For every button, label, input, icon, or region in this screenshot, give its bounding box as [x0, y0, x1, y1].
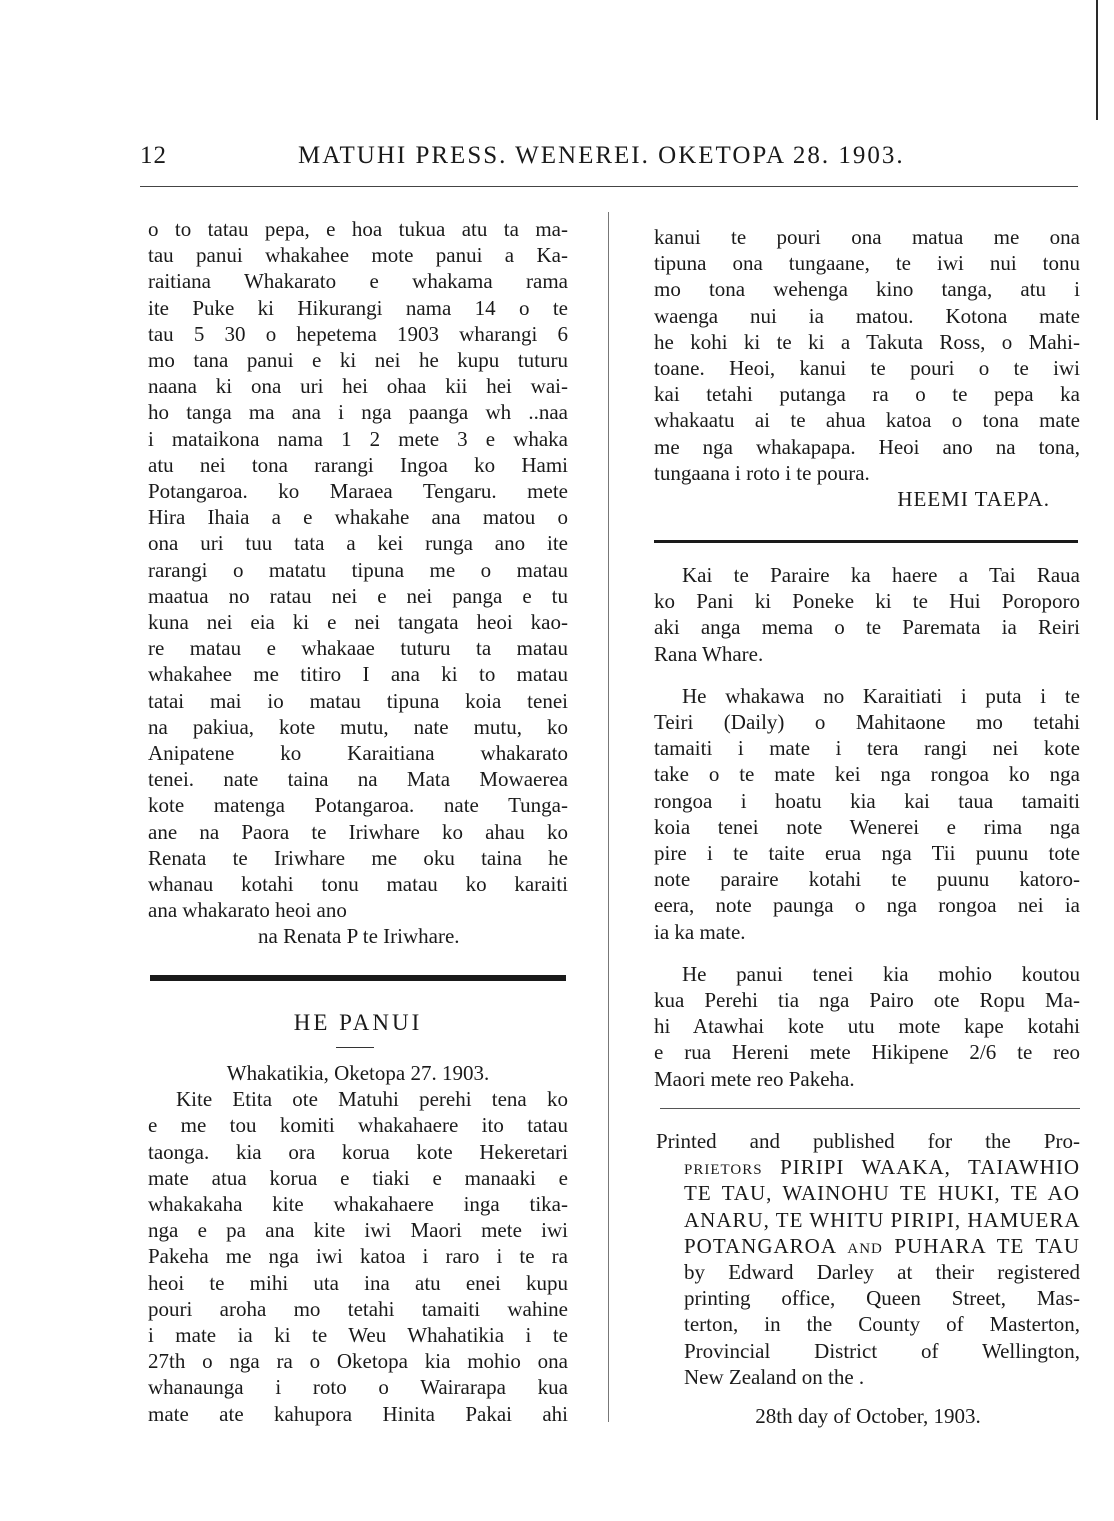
text-line: aki anga mema o te Paremata ia Reiri	[654, 615, 1080, 640]
page-header	[140, 142, 1080, 182]
text-line: rongoa i hoatu kia kai taua tamaiti	[654, 788, 1080, 813]
text-line: Maori mete reo Pakeha.	[654, 1066, 855, 1091]
printer-imprint	[656, 1128, 1080, 1390]
text-line: tau panui whakahee mote panui a Ka-	[148, 243, 568, 268]
text-line: heoi te mihi uta ina atu enei kupu	[148, 1270, 568, 1295]
text-line: whakakaha kite whakahaere inga tika-	[148, 1192, 568, 1217]
text-line: TE TAU, WAINOHU TE HUKI, TE AO	[684, 1181, 1080, 1206]
letter-signature: na Renata P te Iriwhare.	[258, 924, 460, 949]
text-line: pire i te taite erua nga Tii puunu tote	[654, 841, 1080, 866]
text-line: ANARU, TE WHITU PIRIPI, HAMUERA	[684, 1207, 1081, 1232]
section-rule	[654, 540, 1078, 543]
text-line: ona uri tuu tata a kei runga ano ite	[148, 531, 568, 556]
text-line: mo tona wehenga kino tanga, atu i	[654, 277, 1080, 302]
text-line: Renata te Iriwhare me oku taina he	[148, 845, 568, 870]
text-line: kuna nei eia ki e nei tangata heoi kao-	[148, 610, 568, 635]
text-line: raitiana Whakarato e whakama rama	[148, 269, 568, 294]
text-line: whakaatu ai te ahua katoa o tona mate	[654, 408, 1080, 433]
text-line: koia tenei note Wenerei e rima nga	[654, 814, 1080, 839]
notice-paraire	[654, 562, 1080, 667]
text-line: e me tou komiti whakahaere ito tatau	[148, 1113, 568, 1138]
text-line: kai tetahi putanga ra o te pepa ka	[654, 382, 1080, 407]
panui-dateline: Whakatikia, Oketopa 27. 1903.	[226, 1061, 490, 1085]
text-line: atu nei tona rarangi Ingoa ko Hami	[148, 452, 568, 477]
text-line: 27th o nga ra o Oketopa kia mohio ona	[148, 1349, 568, 1374]
text-line: by Edward Darley at their registered	[684, 1260, 1080, 1285]
text-line: i mate ia ki te Weu Whahatikia i te	[148, 1323, 568, 1348]
text-line: e rua Hereni mete Hikipene 2/6 te reo	[654, 1040, 1080, 1065]
text-line: o to tatau pepa, e hoa tukua atu ta ma-	[148, 217, 568, 241]
text-line: me nga whakapapa. Heoi ano na tona,	[654, 434, 1080, 459]
text-line: maatua no ratau nei e nei panga e tu	[148, 583, 568, 608]
text-line: Anipatene ko Karaitiana whakarato	[148, 741, 568, 766]
text-line: pouri aroha mo tetahi tamaiti wahine	[148, 1296, 568, 1321]
text-line: mo tana panui e ki nei he kupu tuturu	[148, 348, 568, 373]
column-divider	[608, 212, 609, 1422]
heading-short-rule	[336, 1047, 374, 1048]
text-line: kua Perehi tia nga Pairo ote Ropu Ma-	[654, 988, 1080, 1013]
text-line: whakahee me titiro I ana ki to matau	[148, 662, 568, 687]
masthead-title: MATUHI PRESS. WENEREI. OKETOPA 28. 1903.	[298, 142, 905, 169]
panui-article	[148, 1060, 568, 1427]
text-line: waenga nui ia matou. Kotona mate	[654, 303, 1080, 328]
notices	[654, 562, 1080, 1108]
letter-body	[148, 216, 568, 950]
text-line: mate ate kahupora Hinita Pakai ahi	[148, 1401, 568, 1426]
text-line: New Zealand on the .	[684, 1364, 865, 1389]
text-line: whanaunga i roto o Wairarapa kua	[148, 1375, 568, 1400]
text-line: Hira Ihaia a e whakahe ana matou o	[148, 505, 568, 530]
text-line: tamaiti i mate i tera rangi nei kote	[654, 736, 1080, 761]
text-line: tipuna ona tungaane, te iwi nui tonu	[654, 251, 1080, 276]
text-line: tenei. nate taina na Mata Mowaerea	[148, 767, 568, 792]
text-line: ana whakarato heoi ano	[148, 898, 347, 923]
notice-pairo	[654, 961, 1080, 1092]
page-edge-rule	[1096, 0, 1098, 120]
text-line: re matau e whakaae tuturu ta matau	[148, 636, 568, 661]
text-line: naana ki ona uri hei ohaa kii hei wai-	[148, 374, 568, 399]
text-line: na pakiua, kote mutu, nate mutu, ko	[148, 714, 568, 739]
header-rule	[140, 186, 1078, 187]
text-line: tungaana i roto i te poura.	[654, 460, 870, 485]
text-line: POTANGAROA and PUHARA TE TAU	[684, 1233, 1080, 1258]
imprint-rule	[660, 1108, 1080, 1109]
section-rule	[150, 975, 566, 981]
text-line: eera, note paunga o nga rongoa nei ia	[654, 893, 1080, 918]
text-line: i mataikona nama 1 2 mete 3 e whaka	[148, 426, 568, 451]
text-line: tatai mai io matau tipuna koia tenei	[148, 688, 568, 713]
text-line: Printed and published for the Pro-	[656, 1129, 1080, 1153]
text-line: Kai te Paraire ka haere a Tai Raua	[682, 563, 1080, 587]
text-line: he kohi ki te ki a Takuta Ross, o Mahi-	[654, 329, 1080, 354]
text-line: Kite Etita ote Matuhi perehi tena ko	[176, 1087, 568, 1112]
text-line: ane na Paora te Iriwhare ko ahau ko	[148, 819, 568, 844]
text-line: Potangaroa. ko Maraea Tengaru. mete	[148, 479, 568, 504]
text-line: ite Puke ki Hikurangi nama 14 o te	[148, 295, 568, 320]
text-line: ho tanga ma ana i nga paanga wh ..naa	[148, 400, 568, 425]
text-line: He panui tenei kia mohio koutou	[682, 961, 1080, 986]
text-line: nga e pa ana kite iwi Maori mete iwi	[148, 1218, 568, 1243]
continued-article	[654, 224, 1080, 512]
panui-heading: HE PANUI	[293, 1010, 423, 1035]
text-line: He whakawa no Karaitiati i puta i te	[682, 683, 1080, 708]
text-line: toane. Heoi, kanui te pouri o te iwi	[654, 356, 1080, 381]
letter-article	[148, 216, 568, 950]
text-line: take o te mate kei nga rongoa ko nga	[654, 762, 1080, 787]
text-line: whanau kotahi tonu matau ko karaiti	[148, 872, 568, 897]
text-line: ia ka mate.	[654, 919, 746, 944]
text-line: Teiri (Daily) o Mahitaone mo tetahi	[654, 710, 1080, 735]
imprint-date: 28th day of October, 1903.	[755, 1404, 981, 1428]
text-line: printing office, Queen Street, Mas-	[684, 1286, 1080, 1311]
text-line: kote matenga Potangaroa. nate Tunga-	[148, 793, 568, 818]
page-number: 12	[140, 142, 167, 169]
text-line: hi Atawhai kote utu mote kape kotahi	[654, 1014, 1080, 1039]
text-line: taonga. kia ora korua kote Hekeretari	[148, 1139, 568, 1164]
notice-whakawa	[654, 683, 1080, 945]
text-line: Pakeha me nga iwi katoa i raro i te ra	[148, 1244, 568, 1269]
article-signature: HEEMI TAEPA.	[897, 487, 1050, 512]
right-column	[654, 224, 1080, 528]
text-line: prietors PIRIPI WAAKA, TAIAWHIO	[684, 1155, 1080, 1180]
text-line: kanui te pouri ona matua me ona	[654, 225, 1080, 249]
text-line: Provincial District of Wellington,	[684, 1338, 1080, 1363]
text-line: ko Pani ki Poneke ki te Hui Poroporo	[654, 589, 1080, 614]
text-line: note paraire kotahi te puunu katoro-	[654, 867, 1080, 892]
text-line: tau 5 30 o hepetema 1903 wharangi 6	[148, 321, 568, 346]
text-line: terton, in the County of Masterton,	[684, 1312, 1080, 1337]
text-line: rarangi o matatu tipuna me o matau	[148, 557, 568, 582]
text-line: mate atua korua e tiaki e manaaki e	[148, 1165, 568, 1190]
text-line: Rana Whare.	[654, 641, 764, 666]
